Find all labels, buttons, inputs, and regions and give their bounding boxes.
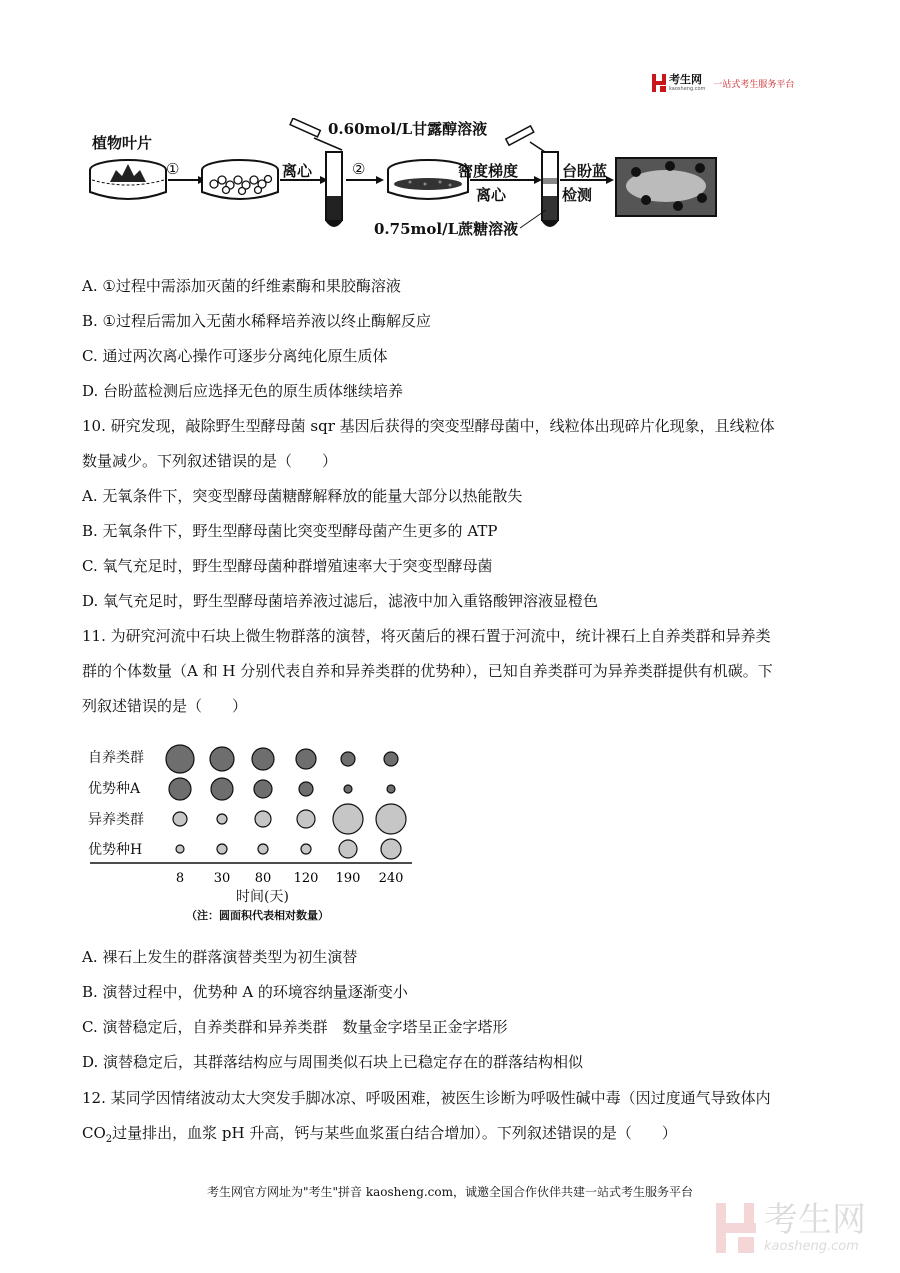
x-axis-label: 时间(天) — [236, 889, 289, 905]
bubble-自养类群-120 — [296, 749, 316, 769]
bubble-异养类群-80 — [255, 811, 271, 827]
bubble-优势种A-190 — [344, 785, 352, 793]
bubble-异养类群-30 — [217, 814, 227, 824]
header-slogan: 一站式考生服务平台 — [713, 79, 795, 90]
bubble-异养类群-8 — [173, 812, 187, 826]
bubble-自养类群-240 — [384, 752, 398, 766]
bubble-优势种A-80 — [254, 780, 272, 798]
bubble-自养类群-30 — [210, 747, 234, 771]
bubble-优势种H-80 — [258, 844, 268, 854]
density-label-2: 离心 — [476, 186, 507, 204]
watermark-name: 考生网 — [764, 1200, 866, 1240]
protoplast-diagram — [80, 118, 730, 246]
bubble-优势种H-8 — [176, 845, 184, 853]
q10-option-a: A. 无氧条件下，突变型酵母菌糖酵解释放的能量大部分以热能散失 — [82, 487, 523, 505]
petri-dish-leaf — [90, 160, 166, 199]
logo-domain: kaosheng.com — [669, 86, 706, 92]
q12-stem-line-1: 12. 某同学因情绪波动太大突发手脚冰凉、呼吸困难，被医生诊断为呼吸性碱中毒（因过度通气导致体内 — [82, 1089, 771, 1107]
q9-option-a: A. ①过程中需添加灭菌的纤维素酶和果胶酶溶液 — [82, 277, 401, 295]
leaf-label: 植物叶片 — [92, 134, 153, 152]
bubble-异养类群-120 — [297, 810, 315, 828]
q11-stem-line-1: 11. 为研究河流中石块上微生物群落的演替，将灭菌后的裸石置于河流中，统计裸石上自养类群和异养类 — [82, 627, 771, 645]
trypan-label-2: 检测 — [562, 186, 593, 204]
microscope-view — [616, 158, 716, 216]
centrifuge-tube-1 — [326, 152, 342, 226]
row-label-heterotroph: 异养类群 — [88, 812, 144, 828]
q10-stem-line-1: 10. 研究发现，敲除野生型酵母菌 sqr 基因后获得的突变型酵母菌中，线粒体出现碎片化现象，且线粒体 — [82, 417, 775, 435]
trypan-label-1: 台盼蓝 — [562, 162, 608, 180]
logo-name: 考生网 — [669, 73, 702, 86]
x-tick-label: 120 — [293, 871, 319, 886]
q9-option-c: C. 通过两次离心操作可逐步分离纯化原生质体 — [82, 347, 388, 365]
footer-text: 考生网官方网址为"考生"拼音 kaosheng.com，诚邀全国合作伙伴共建一站式考生服务平台 — [206, 1185, 694, 1199]
bubble-优势种A-120 — [299, 782, 313, 796]
co2-text: CO — [82, 1124, 106, 1142]
bubble-自养类群-8 — [166, 745, 194, 773]
bubble-异养类群-190 — [333, 804, 363, 834]
row-label-dominant-a: 优势种A — [88, 781, 141, 797]
q12-stem-rest: 过量排出，血浆 pH 升高，钙与某些血浆蛋白结合增加）。下列叙述错误的是（ ） — [112, 1124, 677, 1142]
x-tick-label: 8 — [175, 871, 185, 886]
bubble-优势种H-30 — [217, 844, 227, 854]
q9-option-b: B. ①过程后需加入无菌水稀释培养液以终止酶解反应 — [82, 312, 432, 330]
q12-stem-line-2 — [82, 1123, 677, 1150]
q11-stem-line-2: 群的个体数量（A 和 H 分别代表自养和异养类群的优势种），已知自养类群可为异养类群提供有机碳。下 — [82, 662, 773, 680]
watermark-logo-icon — [716, 1203, 756, 1253]
x-tick-label: 240 — [378, 871, 404, 886]
step-2-label: ② — [352, 160, 366, 178]
petri-dish-pellet — [388, 160, 468, 199]
q11-stem-line-3: 列叙述错误的是（ ） — [82, 697, 248, 715]
bubble-优势种A-240 — [387, 785, 395, 793]
bubble-优势种A-8 — [169, 778, 191, 800]
row-label-autotroph: 自养类群 — [88, 750, 144, 766]
chart-note: （注：圆面积代表相对数量） — [186, 909, 329, 922]
bubble-自养类群-190 — [341, 752, 355, 766]
q11-option-a: A. 裸石上发生的群落演替类型为初生演替 — [82, 948, 358, 966]
logo-icon — [652, 74, 666, 92]
q10-option-c: C. 氧气充足时，野生型酵母菌种群增殖速率大于突变型酵母菌 — [82, 557, 493, 575]
bubble-优势种H-120 — [301, 844, 311, 854]
bubble-优势种H-190 — [339, 840, 357, 858]
co2-subscript: 2 — [105, 1134, 113, 1145]
q11-option-b: B. 演替过程中，优势种 A 的环境容纳量逐渐变小 — [82, 983, 408, 1001]
density-label-1: 密度梯度 — [458, 162, 519, 180]
x-tick-label: 30 — [213, 871, 231, 886]
x-tick-label: 190 — [335, 871, 361, 886]
bubble-chart — [86, 737, 416, 927]
centrifuge-label: 离心 — [282, 162, 313, 180]
q10-option-b: B. 无氧条件下，野生型酵母菌比突变型酵母菌产生更多的 ATP — [82, 522, 498, 540]
bubble-自养类群-80 — [252, 748, 274, 770]
header-logo — [652, 72, 794, 94]
watermark — [716, 1201, 866, 1254]
q11-option-c: C. 演替稳定后，自养类群和异养类群 数量金字塔呈正金字塔形 — [82, 1018, 508, 1036]
petri-dish-cells — [202, 160, 278, 199]
step-1-label: ① — [166, 160, 180, 178]
row-label-dominant-h: 优势种H — [88, 842, 143, 858]
watermark-domain: kaosheng.com — [764, 1239, 859, 1254]
q10-option-d: D. 氧气充足时，野生型酵母菌培养液过滤后，滤液中加入重铬酸钾溶液显橙色 — [82, 592, 599, 610]
bubble-异养类群-240 — [376, 804, 406, 834]
centrifuge-tube-2 — [542, 152, 558, 226]
q9-option-d: D. 台盼蓝检测后应选择无色的原生质体继续培养 — [82, 382, 404, 400]
x-tick-label: 80 — [254, 871, 272, 886]
pipette-icon — [506, 126, 548, 154]
sucrose-label: 0.75mol/L蔗糖溶液 — [374, 220, 519, 238]
q11-option-d: D. 演替稳定后，其群落结构应与周围类似石块上已稳定存在的群落结构相似 — [82, 1053, 584, 1071]
bubble-优势种A-30 — [211, 778, 233, 800]
q10-stem-line-2: 数量减少。下列叙述错误的是（ ） — [82, 452, 338, 470]
mannitol-label: 0.60mol/L甘露醇溶液 — [328, 120, 488, 138]
bubble-优势种H-240 — [381, 839, 401, 859]
